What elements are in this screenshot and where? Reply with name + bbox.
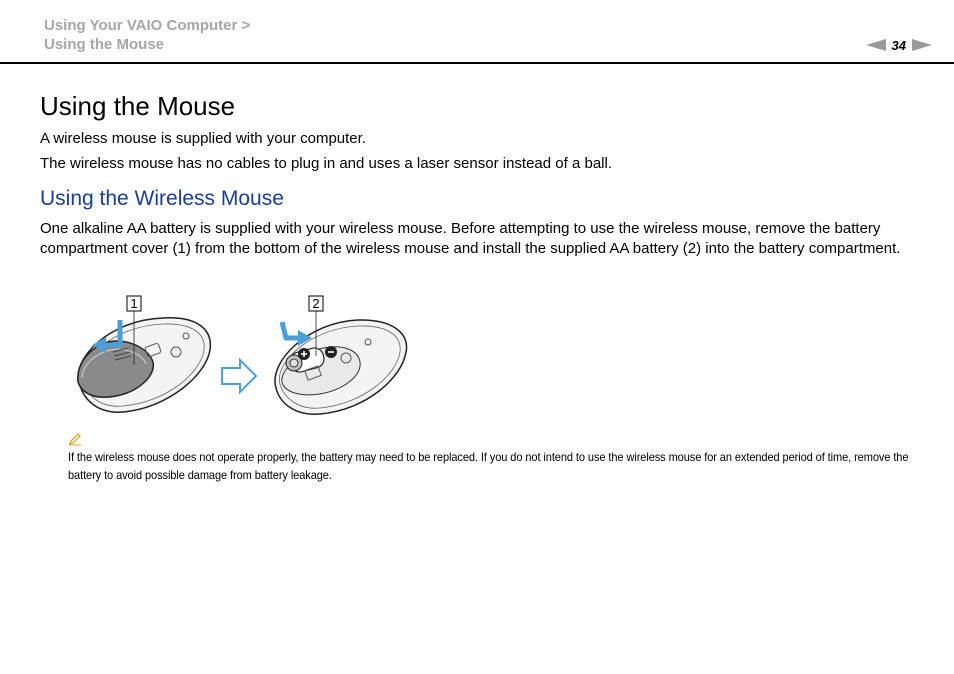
- mouse-bottom-cover-removed-image: [78, 296, 211, 412]
- mouse-battery-installed-image: [275, 296, 407, 414]
- prev-page-arrow-icon[interactable]: [866, 39, 886, 51]
- battery-install-illustration: [68, 290, 418, 420]
- header-divider: [0, 62, 954, 64]
- next-page-arrow-icon[interactable]: [912, 39, 932, 51]
- breadcrumb-line-1[interactable]: Using Your VAIO Computer >: [44, 17, 251, 34]
- note-pencil-icon: [68, 432, 82, 446]
- description-paragraph: The wireless mouse has no cables to plug in and uses a laser sensor instead of a ball.: [40, 155, 612, 172]
- breadcrumb-line-2[interactable]: Using the Mouse: [44, 36, 165, 53]
- note-text: If the wireless mouse does not operate properly, the battery may need to be replaced. If you do not intend to use the wireless mouse for an extended period of time, remove the battery to avoid possible damage from battery leakage.: [68, 450, 909, 482]
- section-title: Using the Wireless Mouse: [40, 187, 284, 210]
- intro-paragraph: A wireless mouse is supplied with your computer.: [40, 130, 366, 147]
- next-step-arrow-icon: [222, 360, 256, 392]
- battery-instructions-paragraph: One alkaline AA battery is supplied with your wireless mouse. Before attempting to use the wireless mouse, remove the battery compartment cover (1) from the bottom of the wireless mouse and install the supplied AA battery (2) into the battery compartment.: [40, 220, 901, 257]
- callout-1-label: 1: [130, 296, 138, 311]
- callout-2-label: 2: [312, 296, 320, 311]
- page-title: Using the Mouse: [40, 91, 236, 121]
- page-navigation: [866, 37, 932, 53]
- breadcrumb: [44, 16, 250, 54]
- page-number: 34: [891, 37, 906, 53]
